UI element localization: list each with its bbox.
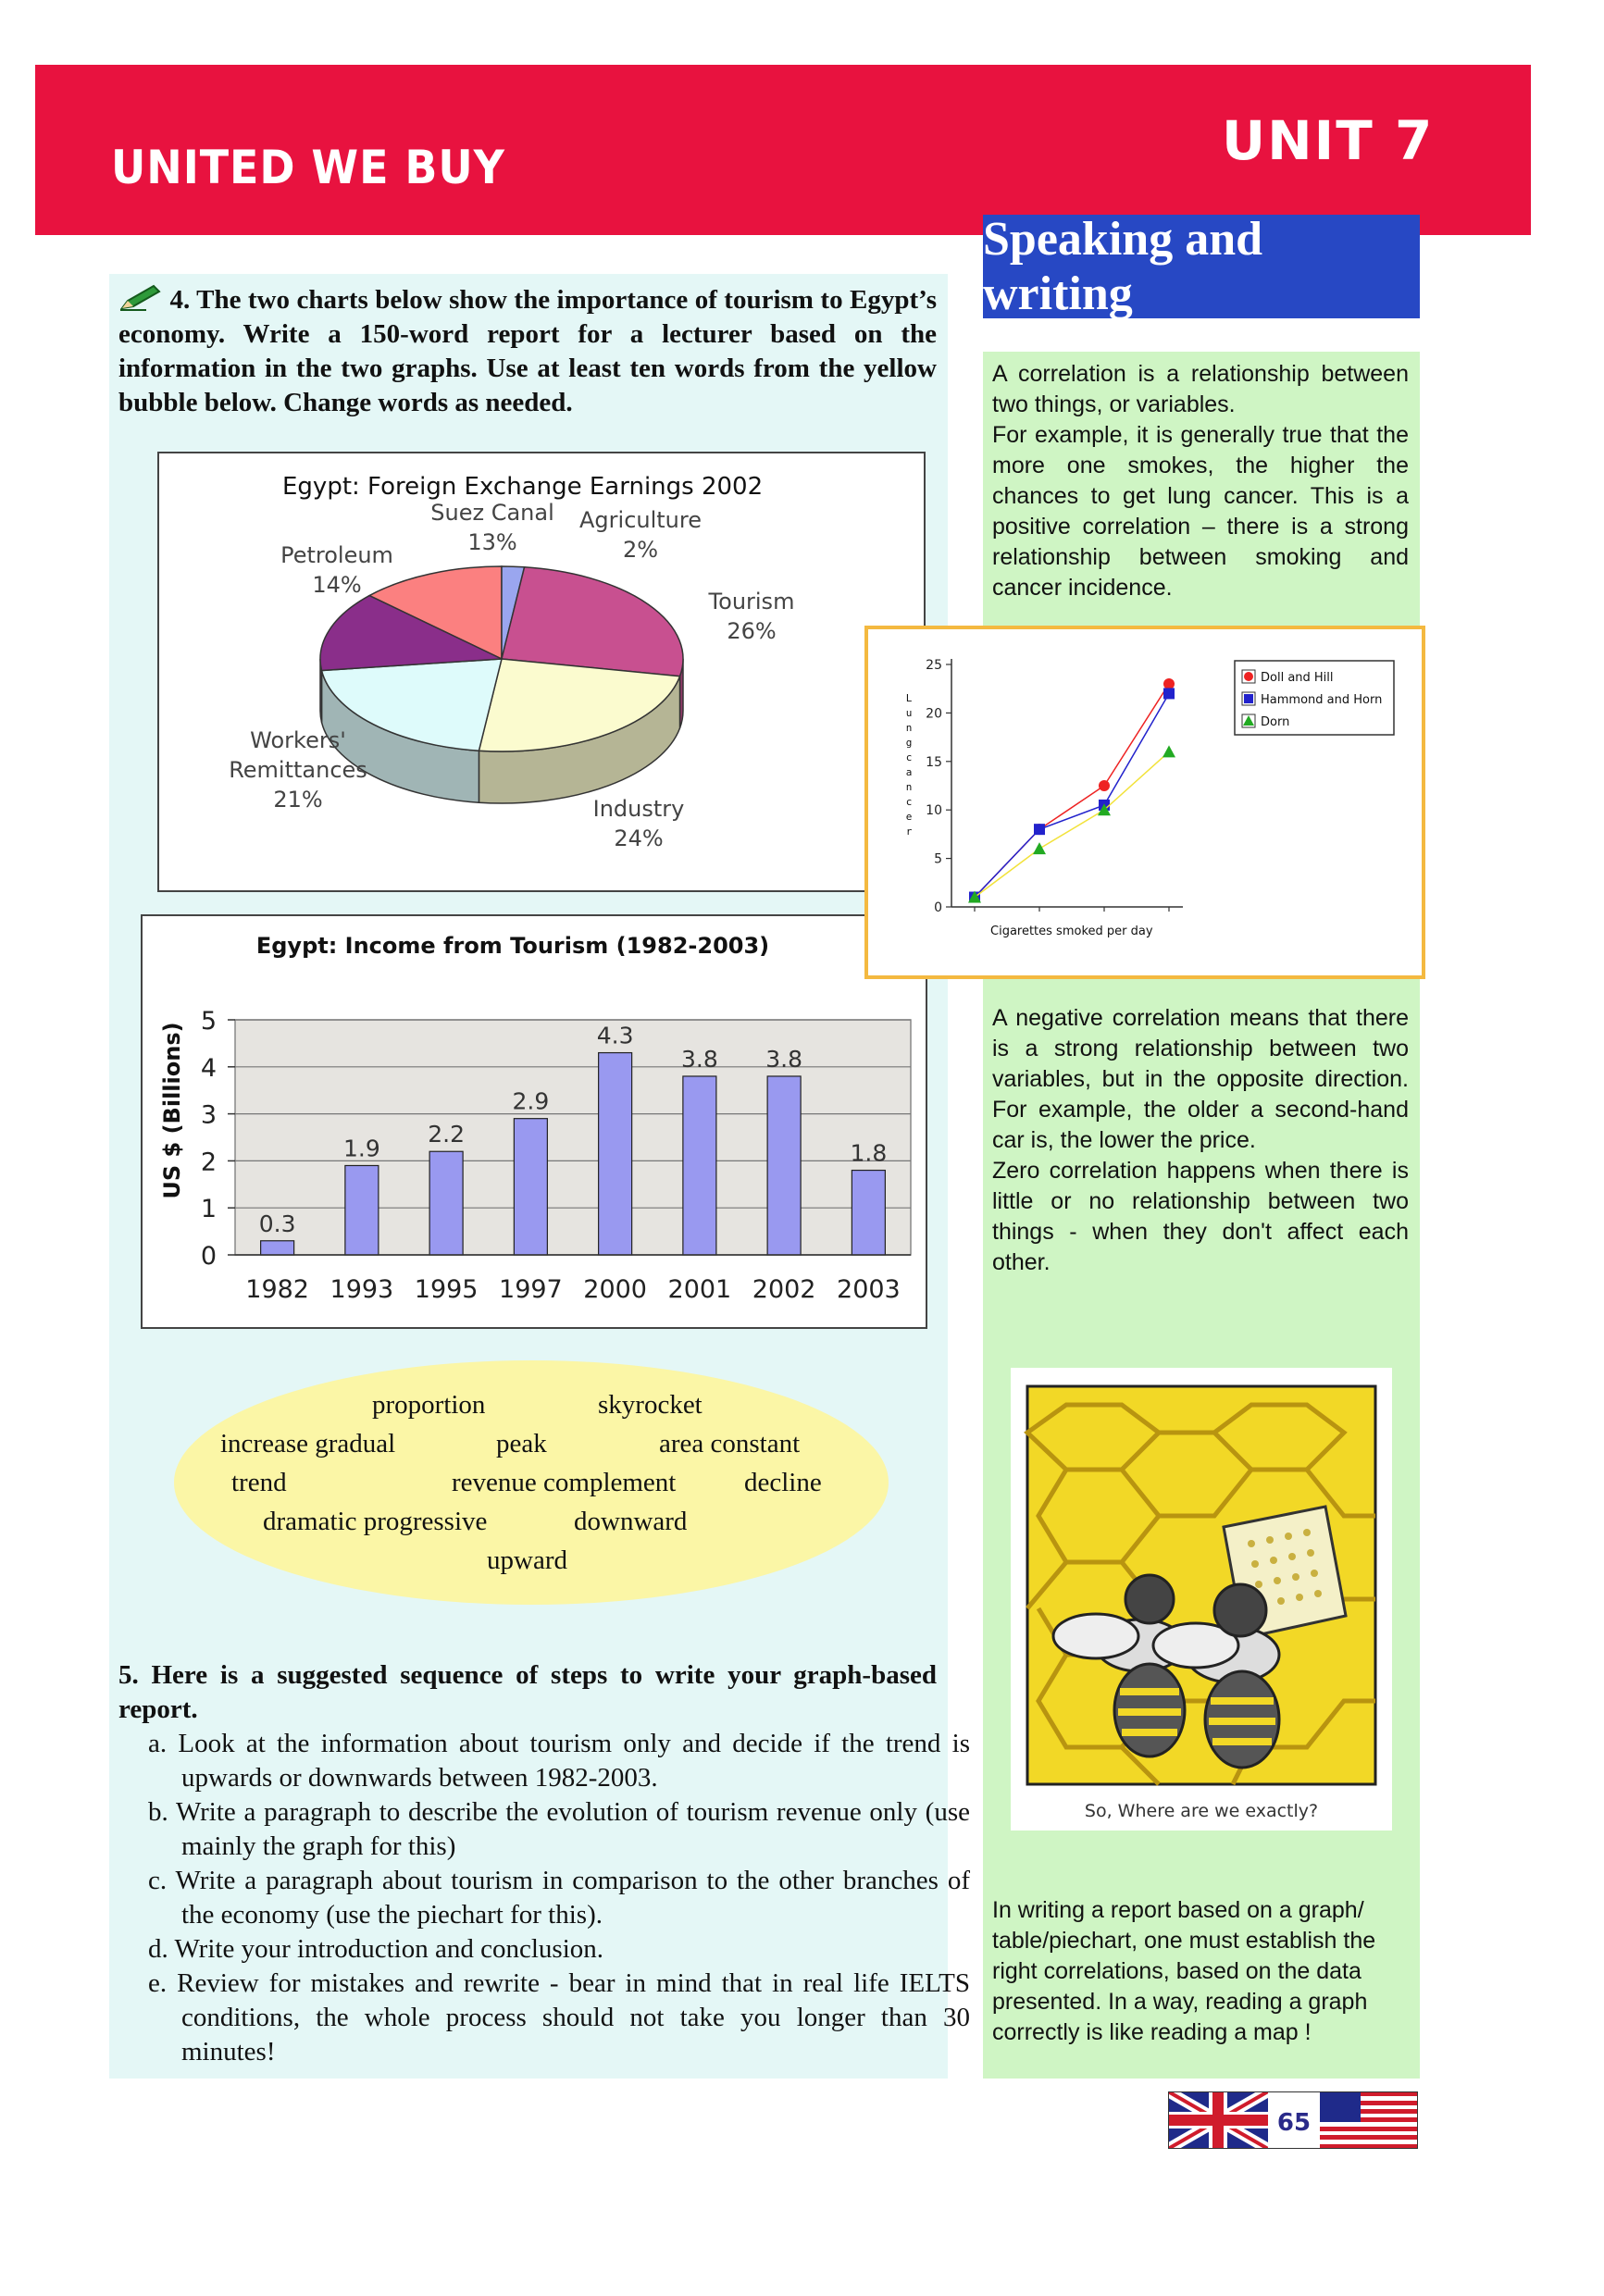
- bar-chart-data-label: 2.9: [512, 1087, 550, 1115]
- correlation-chart: [868, 629, 1414, 968]
- sidebar-paragraph: A correlation is a relationship between two things, or variables.: [992, 361, 1409, 417]
- correlation-chart-point: [1034, 824, 1045, 835]
- correlation-chart-x-label: Cigarettes smoked per day: [990, 925, 1153, 938]
- bar-chart-frame: [141, 914, 927, 1329]
- correlation-chart-point: [1163, 688, 1175, 699]
- negative-correlation-text: [992, 1003, 1409, 1278]
- bubble-word: area constant: [659, 1429, 801, 1458]
- bar-chart-x-tick-label: 1995: [414, 1275, 479, 1304]
- pie-slice-label: Suez Canal: [430, 500, 554, 526]
- correlation-definition: [992, 359, 1409, 603]
- correlation-chart-legend-marker: [1244, 672, 1253, 681]
- pie-slice-label: Workers': [250, 727, 346, 753]
- correlation-chart-y-label-letter: n: [905, 781, 913, 793]
- bar-chart: [143, 916, 926, 1327]
- pie-slice-label: Tourism: [708, 589, 795, 614]
- correlation-chart-y-tick-label: 25: [926, 658, 942, 673]
- bar-chart-data-label: 0.3: [258, 1210, 296, 1237]
- pie-slice-value: 13%: [467, 529, 517, 555]
- bubble-word: skyrocket: [598, 1390, 703, 1420]
- correlation-chart-series-line: [975, 684, 1169, 898]
- pie-slice-label: Remittances: [229, 757, 367, 783]
- pie-slice: [502, 567, 683, 676]
- correlation-chart-y-tick-label: 0: [934, 900, 942, 915]
- bar-chart-y-tick-label: 5: [200, 1007, 217, 1036]
- correlation-chart-legend-label: Dorn: [1261, 715, 1290, 729]
- exercise-5-step: b. Write a paragraph to describe the evolution of tourism revenue only (use mainly the graph for this): [148, 1797, 970, 1861]
- page-footer: [1168, 2091, 1418, 2149]
- bubble-word: increase gradual: [220, 1429, 396, 1458]
- pie-chart-frame: [157, 452, 926, 892]
- bubble-word: trend: [231, 1468, 287, 1497]
- bees-cartoon-image: [1011, 1368, 1392, 1831]
- correlation-chart-y-label-letter: n: [905, 722, 913, 734]
- unit-title: UNITED WE BUY: [111, 141, 505, 194]
- bubble-word: dramatic progressive: [263, 1507, 488, 1536]
- correlation-chart-y-label: [906, 692, 913, 838]
- pencil-icon: [118, 284, 163, 312]
- bar-chart-bar: [599, 1053, 632, 1255]
- sidebar-paragraph: For example, it is generally true that the more one smokes, the higher the chances to get lung cancer. This is a positive correlation – there is a strong relationship between smoking and cancer incidence.: [992, 422, 1409, 601]
- report-tip-text: In writing a report based on a graph/ table/piechart, one must establish the right correlations, based on the data presented. In a way, reading a graph correctly is like reading a map !: [992, 1897, 1376, 2045]
- correlation-chart-y-label-letter: a: [905, 766, 913, 778]
- exercise-5-step: c. Write a paragraph about tourism in comparison to the other branches of the economy (use the piechart for this).: [148, 1866, 970, 1930]
- pie-slice-label: Petroleum: [280, 542, 393, 568]
- pie-slice-label: Industry: [592, 796, 685, 822]
- bar-chart-bar: [683, 1076, 716, 1255]
- bar-chart-data-label: 1.8: [850, 1139, 888, 1167]
- bar-chart-bar: [261, 1241, 294, 1255]
- flags-page-number: [1168, 2091, 1418, 2149]
- sidebar-paragraph: A negative correlation means that there is a strong relationship between two variables, but in the opposite direction. For example, the older a second-hand car is, the lower the price.: [992, 1005, 1409, 1153]
- bubble-word: downward: [574, 1507, 688, 1536]
- correlation-chart-legend-label: Doll and Hill: [1261, 671, 1334, 685]
- exercise-4-instructions: [118, 283, 937, 420]
- bar-chart-bar: [852, 1171, 885, 1255]
- pie-slice-value: 26%: [727, 618, 777, 644]
- correlation-chart-series-line: [975, 751, 1169, 897]
- correlation-chart-legend-marker: [1244, 694, 1253, 703]
- correlation-chart-y-tick-label: 20: [926, 706, 942, 722]
- exercise-5-step: d. Write your introduction and conclusion.: [148, 1934, 604, 1964]
- bubble-word: revenue complement: [452, 1468, 677, 1497]
- pie-slice-value: 21%: [273, 787, 323, 813]
- bar-chart-y-tick-label: 2: [200, 1148, 217, 1177]
- correlation-chart-y-tick-label: 15: [926, 754, 942, 770]
- correlation-chart-y-label-letter: L: [905, 692, 913, 704]
- correlation-chart-y-tick-label: 5: [934, 851, 942, 867]
- bar-chart-data-label: 3.8: [680, 1045, 718, 1073]
- pie-slice-value: 14%: [312, 572, 362, 598]
- bubble-word: proportion: [372, 1390, 486, 1420]
- correlation-chart-y-label-letter: c: [905, 751, 913, 763]
- correlation-chart-y-tick-label: 10: [926, 803, 942, 819]
- us-flag-icon: [1320, 2091, 1418, 2149]
- bar-chart-x-tick-label: 1982: [245, 1275, 309, 1304]
- bubble-word: peak: [496, 1429, 547, 1458]
- bar-chart-y-tick-label: 4: [200, 1053, 217, 1083]
- bar-chart-bar: [767, 1076, 801, 1255]
- exercise-5-title: 5. Here is a suggested sequence of steps to write your graph-based report.: [118, 1660, 937, 1724]
- exercise-4-text: 4. The two charts below show the importance of tourism to Egypt’s economy. Write a 150-word report for a lecturer based on the information in the two graphs. Use at least ten words from the yellow bubble below. Change words as needed.: [118, 285, 938, 417]
- bar-chart-bar: [429, 1151, 463, 1255]
- correlation-chart-y-label-letter: r: [905, 825, 913, 838]
- bar-chart-x-tick-label: 2003: [837, 1275, 901, 1304]
- bar-chart-x-tick-label: 1993: [330, 1275, 394, 1304]
- section-heading: Speaking and writing: [983, 215, 1420, 318]
- uk-flag-icon: [1168, 2091, 1268, 2149]
- exercise-5-step: e. Review for mistakes and rewrite - bear in mind that in real life IELTS conditions, the whole process should not take you longer than 30 minutes!: [148, 1968, 970, 2066]
- bar-chart-x-tick-label: 2000: [583, 1275, 647, 1304]
- bar-chart-x-tick-label: 1997: [499, 1275, 563, 1304]
- bar-chart-plot-area: [235, 1020, 911, 1255]
- correlation-chart-point: [1163, 745, 1175, 757]
- bar-chart-title: Egypt: Income from Tourism (1982-2003): [255, 933, 770, 959]
- vocabulary-bubble: [174, 1360, 889, 1605]
- sidebar-paragraph: Zero correlation happens when there is little or no relationship between two things - when they don't affect each other.: [992, 1158, 1409, 1275]
- bubble-word: decline: [744, 1468, 822, 1497]
- bar-chart-y-tick-label: 1: [200, 1195, 217, 1224]
- exercise-5-step: a. Look at the information about tourism only and decide if the trend is upwards or downwards between 1982-2003.: [148, 1729, 970, 1793]
- bar-chart-data-label: 4.3: [596, 1022, 634, 1049]
- bar-chart-y-tick-label: 0: [200, 1242, 217, 1271]
- correlation-chart-y-label-letter: g: [905, 737, 913, 749]
- correlation-chart-y-label-letter: u: [905, 707, 913, 719]
- bar-chart-data-label: 1.9: [342, 1135, 380, 1162]
- correlation-chart-y-label-letter: e: [905, 811, 913, 823]
- correlation-chart-frame: [864, 626, 1425, 979]
- bubble-word: upward: [487, 1545, 567, 1575]
- correlation-chart-legend-label: Hammond and Horn: [1261, 693, 1383, 707]
- bar-chart-bar: [514, 1119, 547, 1255]
- bees-cartoon: [1011, 1368, 1392, 1831]
- unit-number: UNIT 7: [1222, 109, 1435, 172]
- bar-chart-x-tick-label: 2001: [667, 1275, 732, 1304]
- pie-slice-label: Agriculture: [579, 507, 702, 533]
- correlation-chart-point: [1033, 842, 1046, 854]
- pie-slice-value: 2%: [622, 537, 659, 563]
- correlation-chart-y-label-letter: c: [905, 796, 913, 808]
- pie-slice-value: 24%: [614, 825, 664, 851]
- bar-chart-y-tick-label: 3: [200, 1100, 217, 1130]
- correlation-chart-point: [1099, 780, 1110, 791]
- bar-chart-x-tick-label: 2002: [752, 1275, 816, 1304]
- pie-chart-title: Egypt: Foreign Exchange Earnings 2002: [282, 473, 764, 501]
- bar-chart-data-label: 3.8: [765, 1045, 803, 1073]
- bar-chart-data-label: 2.2: [428, 1121, 466, 1148]
- correlation-chart-series-line: [975, 693, 1169, 897]
- bar-chart-bar: [345, 1165, 379, 1255]
- cartoon-caption: So, Where are we exactly?: [1084, 1801, 1319, 1821]
- page-number: 65: [1276, 2109, 1312, 2137]
- pie-chart: [159, 453, 924, 890]
- bar-chart-y-axis-label: US $ (Billions): [159, 1022, 185, 1199]
- correlation-chart-point: [1163, 678, 1175, 689]
